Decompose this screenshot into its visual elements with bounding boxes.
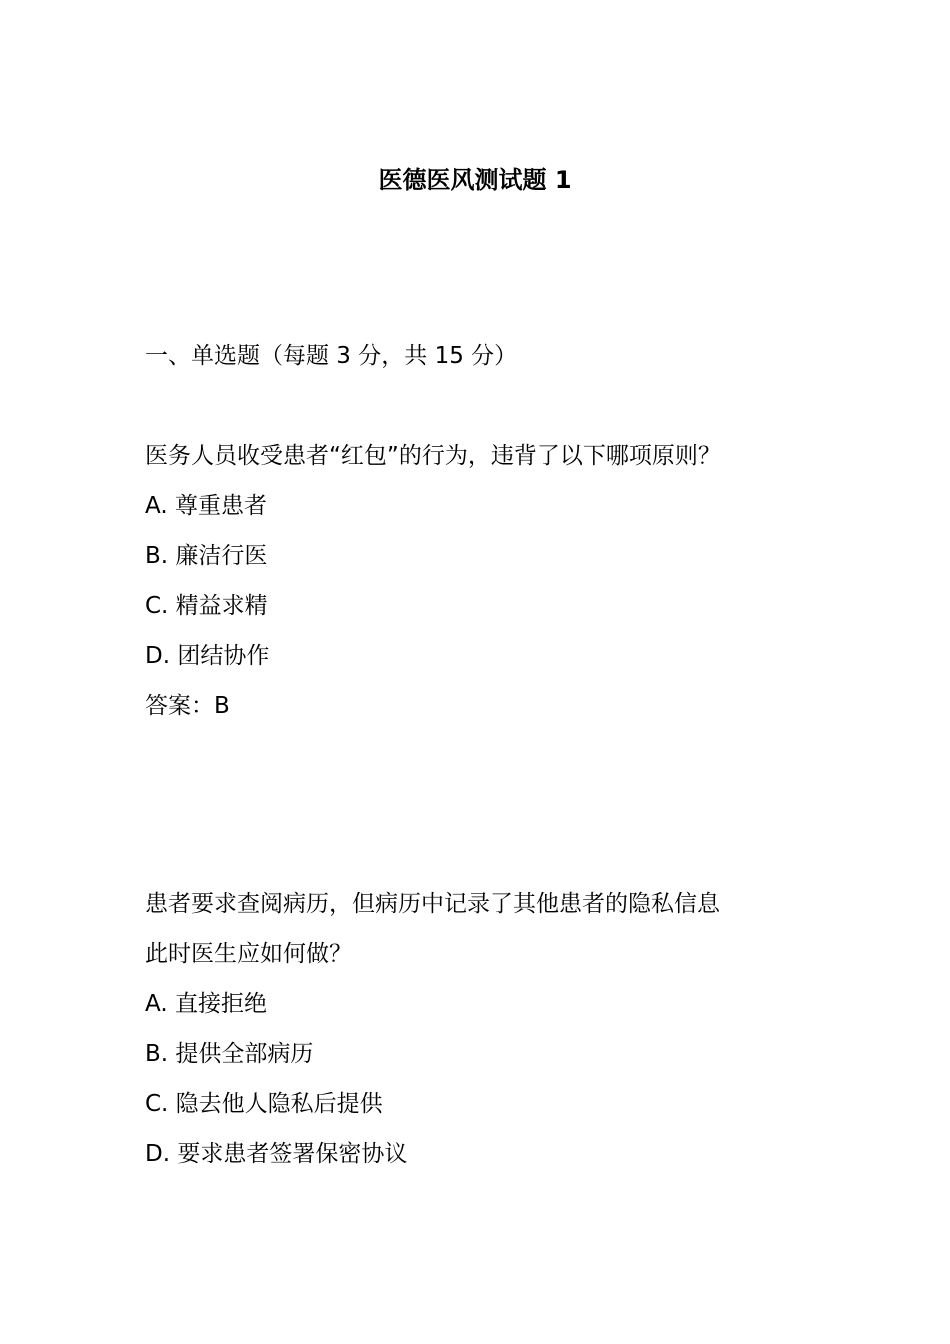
question-2-option-b: B. 提供全部病历 — [145, 1041, 314, 1067]
section-heading: 一、单选题（每题 3 分，共 15 分） — [145, 343, 518, 369]
question-1-stem: 医务人员收受患者“红包”的行为，违背了以下哪项原则？ — [145, 443, 721, 469]
question-1-option-d: D. 团结协作 — [145, 643, 270, 669]
question-1-option-c: C. 精益求精 — [145, 593, 268, 619]
question-2-option-a: A. 直接拒绝 — [145, 991, 267, 1017]
question-2-stem-line-1: 患者要求查阅病历，但病历中记录了其他患者的隐私信息 — [145, 891, 720, 917]
document-title: 医德医风测试题 1 — [378, 166, 572, 194]
question-2-option-d: D. 要求患者签署保密协议 — [145, 1141, 408, 1167]
question-1-option-a: A. 尊重患者 — [145, 493, 267, 519]
question-2-stem-line-2: 此时医生应如何做？ — [145, 941, 352, 967]
question-1-answer: 答案：B — [145, 693, 230, 719]
question-1-option-b: B. 廉洁行医 — [145, 543, 268, 569]
question-2-option-c: C. 隐去他人隐私后提供 — [145, 1091, 383, 1117]
